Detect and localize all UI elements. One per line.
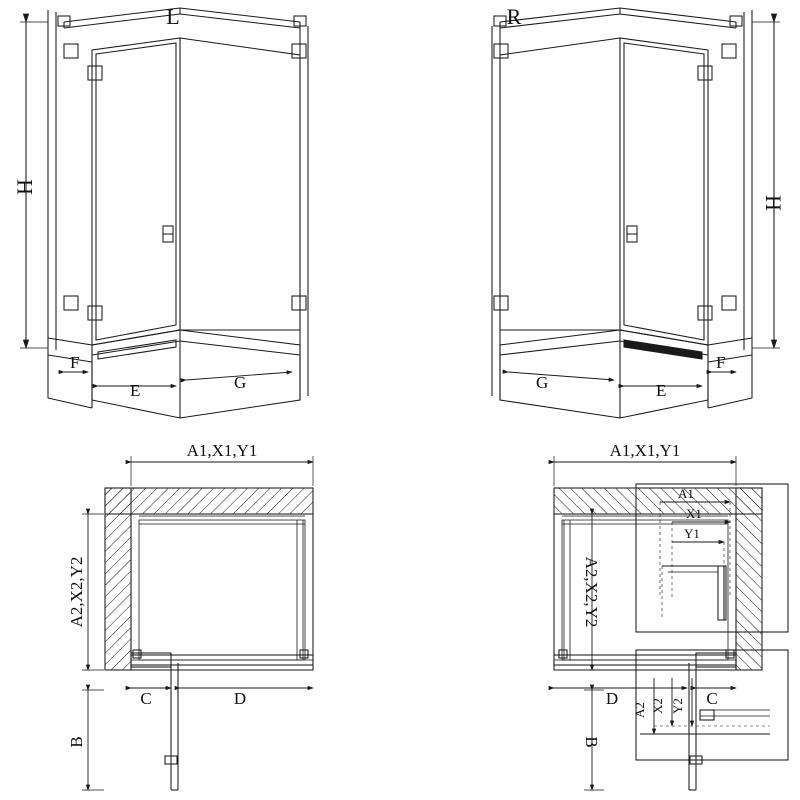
dim-X1-detail: X1 [686,506,702,521]
dim-F-left: F [70,353,80,372]
view-plan-right [554,441,762,790]
dim-F-right: F [716,353,726,372]
dim-A2X2Y2-left: A2,X2,Y2 [67,556,86,628]
view-label-R: R [506,4,522,29]
dim-H-left: H [12,179,37,195]
dim-D-right: D [605,689,619,708]
dim-G-left: G [234,373,247,392]
dim-H-right: H [761,195,786,211]
dim-X2-detail: X2 [650,698,665,714]
dim-C-right: C [706,689,718,708]
dim-A1X1Y1-left: A1,X1,Y1 [186,441,258,460]
dim-B-right: B [582,736,601,748]
dim-G-right: G [536,373,549,392]
dim-A2-detail: A2 [632,702,647,718]
dim-Y1-detail: Y1 [684,526,700,541]
dim-A1X1Y1-right: A1,X1,Y1 [609,441,681,460]
view-label-L: L [166,4,180,29]
dim-E-right: E [656,381,667,400]
dim-A1-detail: A1 [678,486,694,501]
dim-C-left: C [140,689,152,708]
dim-D-left: D [233,689,247,708]
view-perspective-right [492,4,786,418]
dim-E-left: E [130,381,141,400]
dim-B-left: B [67,736,86,748]
view-plan-left [67,441,313,790]
view-perspective-left [12,4,308,418]
dim-A2X2Y2-right: A2,X2,Y2 [582,556,601,628]
dim-Y2-detail: Y2 [670,698,685,714]
